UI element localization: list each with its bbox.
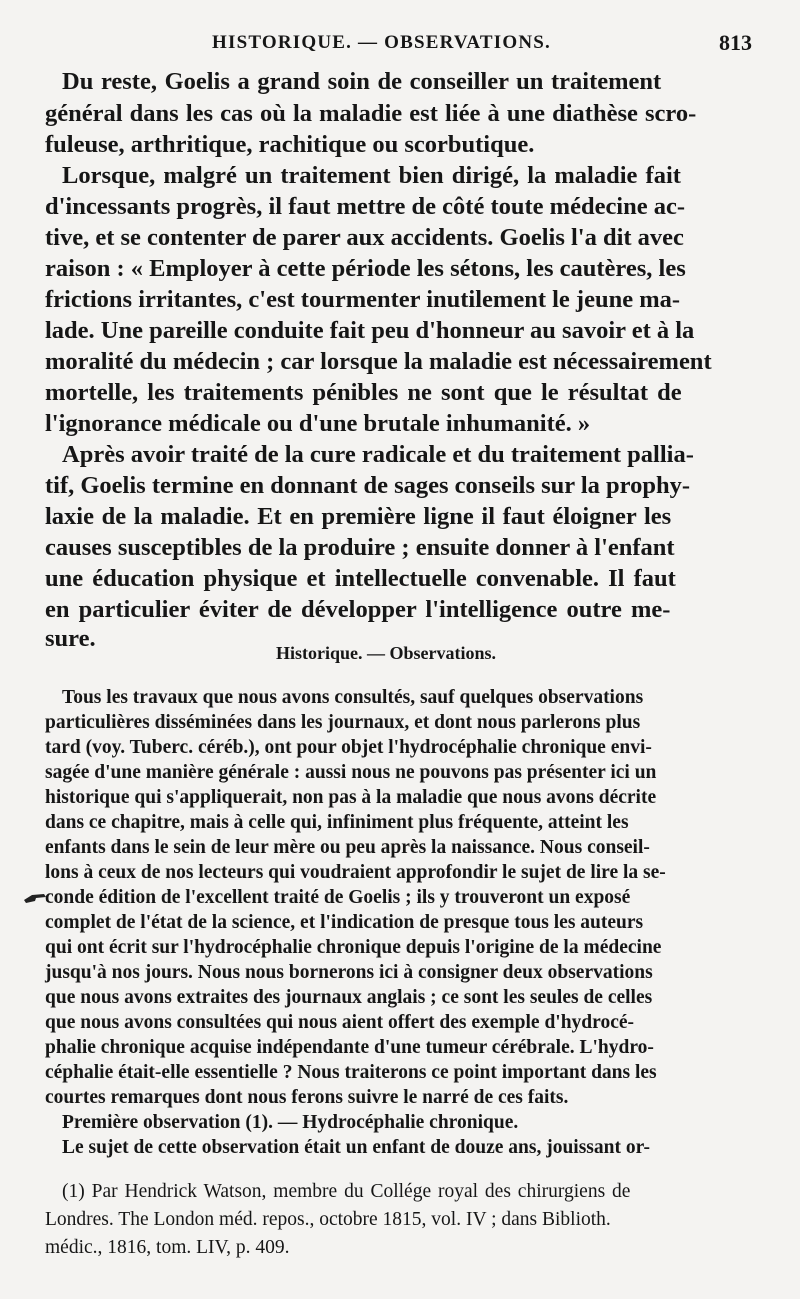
text-line: d'incessants progrès, il faut mettre de côté toute médecine ac- [45, 193, 686, 220]
text-line: Après avoir traité de la cure radicale et du traitement pallia- [62, 441, 694, 468]
text-line: lade. Une pareille conduite fait peu d'honneur au savoir et à la [45, 317, 695, 344]
text-line: mortelle, les traitements pénibles ne sont que le résultat de [45, 379, 682, 406]
text-line: une éducation physique et intellectuelle convenable. Il faut [45, 565, 676, 592]
text-line: raison : « Employer à cette période les sétons, les cautères, les [45, 255, 686, 282]
section-heading: Historique. — Observations. [275, 643, 496, 663]
footnote-line: (1) Par Hendrick Watson, membre du Collége royal des chirurgiens de [62, 1181, 631, 1202]
text-line: laxie de la maladie. Et en première ligne il faut éloigner les [45, 503, 672, 530]
running-head [0, 32, 800, 62]
text-line: jusqu'à nos jours. Nous nous bornerons ici à consigner deux observations [45, 962, 653, 983]
text-line: sagée d'une manière générale : aussi nous ne pouvons pas présenter ici un [45, 762, 657, 783]
text-line: enfants dans le sein de leur mère ou peu après la naissance. Nous conseil- [45, 837, 650, 858]
text-line: Le sujet de cette observation était un enfant de douze ans, jouissant or- [62, 1137, 651, 1158]
text-line: en particulier éviter de développer l'intelligence outre me- [45, 596, 671, 623]
text-line: qui ont écrit sur l'hydrocéphalie chronique depuis l'origine de la médecine [45, 937, 662, 958]
text-line: historique qui s'appliquerait, non pas à la maladie que nous avons décrite [45, 787, 657, 808]
text-line: dans ce chapitre, mais à celle qui, infiniment plus fréquente, atteint les [45, 812, 629, 833]
text-line: Tous les travaux que nous avons consultés, sauf quelques observations [62, 687, 644, 708]
running-title: HISTORIQUE. — OBSERVATIONS. [212, 32, 551, 53]
footnote-line: Londres. The London méd. repos., octobre 1815, vol. IV ; dans Biblioth. [45, 1209, 611, 1230]
observation-title: Première observation (1). — Hydrocéphalie chronique. [62, 1112, 519, 1133]
text-line: conde édition de l'excellent traité de Goelis ; ils y trouveront un exposé [45, 887, 631, 908]
text-line: phalie chronique acquise indépendante d'une tumeur cérébrale. L'hydro- [45, 1037, 654, 1058]
page-number: 813 [719, 30, 752, 55]
text-line: que nous avons consultées qui nous aient offert des exemple d'hydrocé- [45, 1012, 635, 1033]
manicule-mark [22, 892, 48, 904]
text-line: Lorsque, malgré un traitement bien dirigé, la maladie fait [62, 162, 681, 189]
text-line: Du reste, Goelis a grand soin de conseiller un traitement [62, 68, 662, 95]
footnote-line: médic., 1816, tom. LIV, p. 409. [45, 1237, 290, 1258]
text-line: lons à ceux de nos lecteurs qui voudraient approfondir le sujet de lire la se- [45, 862, 666, 883]
text-line: causes susceptibles de la produire ; ensuite donner à l'enfant [45, 534, 675, 561]
text-line: courtes remarques dont nous ferons suivre le narré de ces faits. [45, 1087, 569, 1108]
text-line: fuleuse, arthritique, rachitique ou scorbutique. [45, 131, 535, 158]
text-line: frictions irritantes, c'est tourmenter inutilement le jeune ma- [45, 286, 681, 313]
text-line: général dans les cas où la maladie est liée à une diathèse scro- [45, 100, 697, 127]
text-line: que nous avons extraites des journaux anglais ; ce sont les seules de celles [45, 987, 653, 1008]
text-line: tif, Goelis termine en donnant de sages conseils sur la prophy- [45, 472, 690, 499]
text-line: sure. [45, 625, 96, 652]
text-line: particulières disséminées dans les journaux, et dont nous parlerons plus [45, 712, 641, 733]
text-line: l'ignorance médicale ou d'une brutale inhumanité. » [45, 410, 591, 437]
text-line: céphalie était-elle essentielle ? Nous traiterons ce point important dans les [45, 1062, 657, 1083]
text-line: tive, et se contenter de parer aux accidents. Goelis l'a dit avec [45, 224, 684, 251]
text-line: moralité du médecin ; car lorsque la maladie est nécessairement [45, 348, 712, 375]
text-line: tard (voy. Tuberc. céréb.), ont pour objet l'hydrocéphalie chronique envi- [45, 737, 652, 758]
text-line: complet de l'état de la science, et l'indication de presque tous les auteurs [45, 912, 644, 933]
